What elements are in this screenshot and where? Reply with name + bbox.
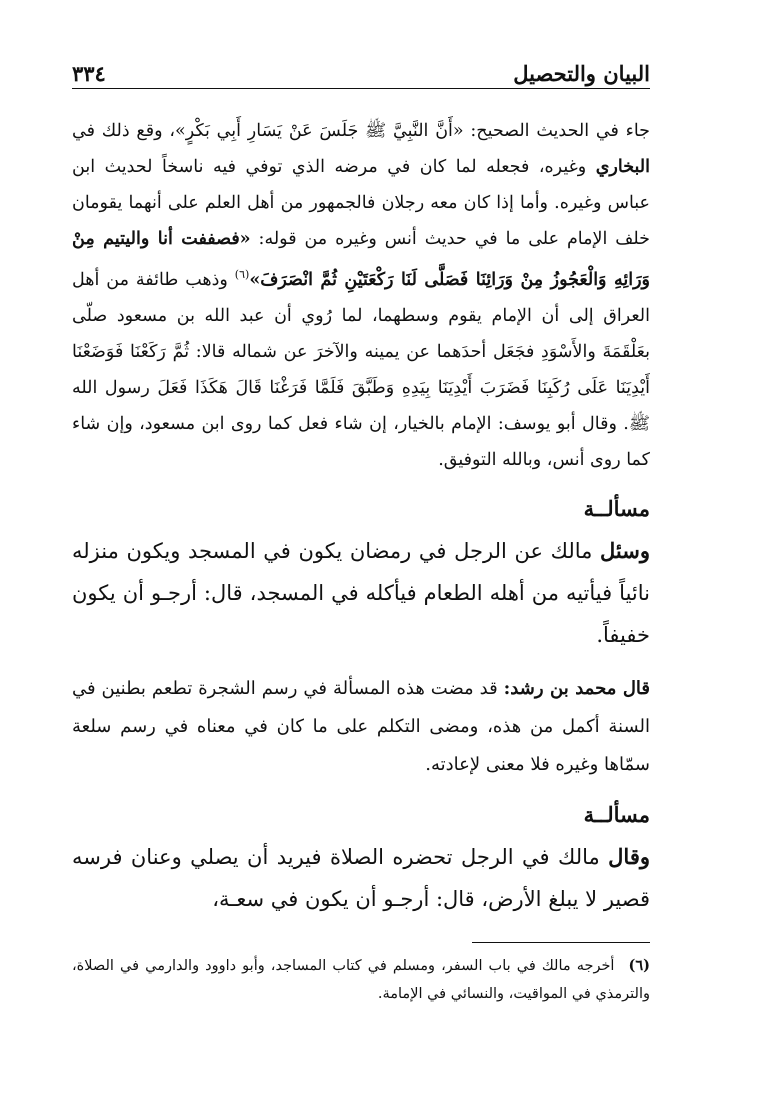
para1-text-2: وغيره، فجعله لما كان في مرضه الذي توفي فيه ناسخاً لحديث ابن عباس وغيره. وأما إذا كان معه رجلان فالجمهور من أهل العلم على أنهما يقومان خلف الإمام على ما في حديث أنس وغيره من قوله: bbox=[72, 157, 650, 249]
question-1-text: مالك عن الرجل في رمضان يكون في المسجد ويكون منزله نائياً فيأتيه من أهله الطعام فيأكله في المسجد، قال: أرجـو أن يكون خفيفاً. bbox=[72, 538, 650, 647]
question-2-text: مالك في الرجل تحضره الصلاة فيريد أن يصلي وعنان فرسه قصير لا يبلغ الأرض، قال: أرجـو أن يكون في سعـة، bbox=[72, 844, 650, 911]
commentary-1 bbox=[72, 670, 650, 784]
question-1 bbox=[72, 530, 650, 656]
section-heading-1: مسألــة bbox=[583, 495, 650, 521]
header-rule bbox=[72, 88, 650, 89]
question-1-lead: وسئل bbox=[600, 537, 650, 563]
footnote-rule bbox=[472, 942, 650, 943]
para1-bold-quote: «فصففت أنا واليتيم مِنْ وَرَائِهِ وَالْعَجُوزُ مِنْ وَرَائِنَا فَصَلَّى لَنَا رَكْعَتَيْنِ ثُمَّ انْصَرَفَ» bbox=[72, 229, 650, 290]
page-body bbox=[72, 113, 650, 920]
para1-text-3: وذهب طائفة من أهل العراق إلى أن الإمام يقوم وسطهما، لما رُوي أن عبد الله بن مسعود صلّى بعَلْقَمَةَ والأَسْوَدِ فجَعَل أحدَهما عن يمينه والآخرَ عن شماله قالا: ثُمَّ رَكَعْنَا فَوَضَعْنَا أَيْدِيَنَا عَلَى رُكَبِنَا فَضَرَبَ أَيْدِيَنَا بِيَدِهِ وَطَبَّقَ فَلَمَّا فَرَغْنَا قَالَ هَكَذَا فَعَلَ رسول الله ﷺ. وقال أبو يوسف: الإمام بالخيار، إن شاء فعل كما روى ابن مسعود، وإن شاء كما روى أنس، وبالله التوفيق. bbox=[72, 269, 650, 470]
commentary-1-lead: قال محمد بن رشد: bbox=[503, 677, 650, 699]
question-2 bbox=[72, 836, 650, 920]
section-heading-2: مسألــة bbox=[583, 801, 650, 827]
para1-bold-bukhari: البخاري bbox=[595, 157, 650, 177]
footnote-number: (٦) bbox=[628, 957, 650, 974]
question-2-lead: وقال bbox=[608, 843, 650, 869]
running-header bbox=[72, 52, 650, 86]
footnote-reference[interactable]: (٦) bbox=[234, 268, 250, 281]
book-title: البيان والتحصيل bbox=[513, 61, 650, 86]
paragraph-hadith-discussion bbox=[72, 113, 650, 478]
commentary-1-text: قد مضت هذه المسألة في رسم الشجرة تطعم بطنين في السنة أكمل من هذه، ومضى التكلم على ما كان في معناه في رسم سلعة سمّاها وغيره فلا معنى لإعادته. bbox=[72, 677, 650, 775]
footnote-text: أخرجه مالك في باب السفر، ومسلم في كتاب المساجد، وأبو داوود والدارمي في الصلاة، والترمذي في المواقيت، والنسائي في الإمامة. bbox=[72, 958, 650, 1002]
para1-text-1: جاء في الحديث الصحيح: «أَنَّ النَّبِيَّ ﷺ جَلَسَ عَنْ يَسَارِ أَبِي بَكْرٍ»، وقع ذلك في bbox=[72, 121, 650, 141]
page-number: ٣٣٤ bbox=[72, 61, 106, 86]
footnote bbox=[72, 952, 650, 1008]
